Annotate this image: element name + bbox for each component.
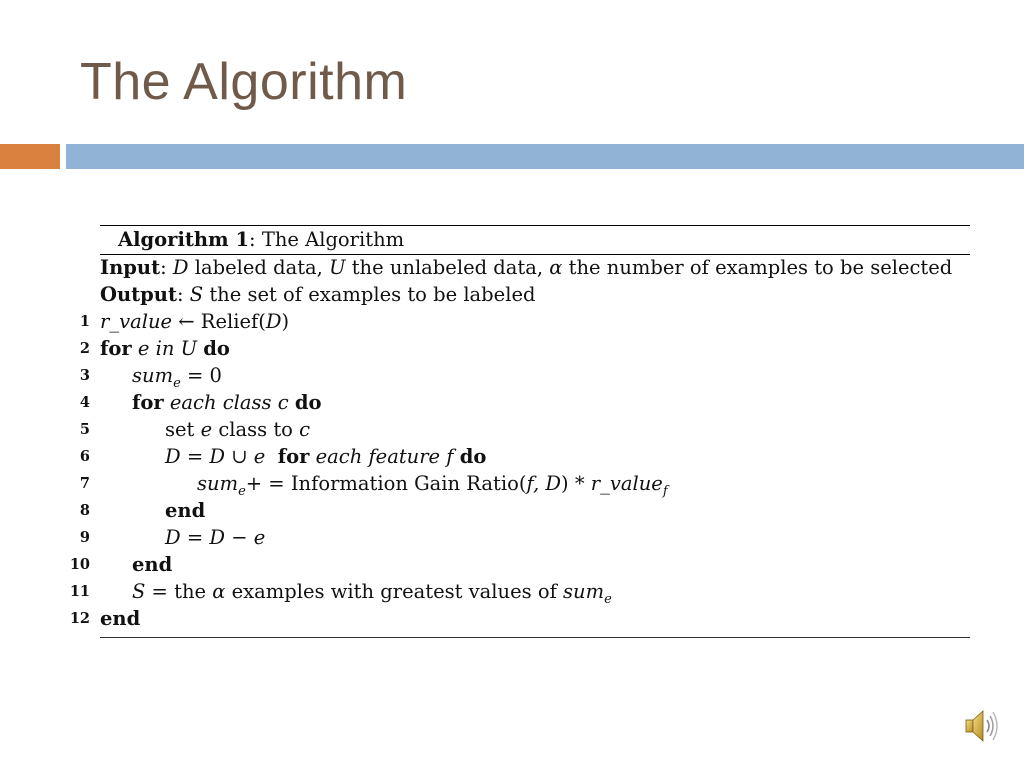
algorithm-bottom-rule — [100, 637, 970, 638]
keyword-do: do — [294, 391, 322, 414]
algorithm-header-rule — [100, 254, 970, 255]
statement-text: class to — [218, 418, 293, 441]
variable: e — [200, 418, 213, 441]
algorithm-label: Algorithm 1 — [118, 228, 250, 251]
assignment-text: = 0 — [186, 364, 222, 387]
loop-domain: each feature f — [315, 445, 454, 468]
keyword-do: do — [203, 337, 230, 360]
output-line: Output: S the set of examples to be labeled — [100, 283, 536, 306]
variable: c — [299, 418, 311, 441]
statement-text: the — [174, 580, 207, 603]
algorithm-top-rule — [100, 225, 970, 226]
keyword-end: end — [132, 553, 173, 576]
keyword-end: end — [165, 499, 206, 522]
loop-domain: each class c — [169, 391, 289, 414]
keyword-do: do — [459, 445, 487, 468]
line-number: 3 — [79, 367, 90, 384]
algorithm-name: The Algorithm — [261, 228, 405, 251]
line-number: 4 — [79, 394, 90, 411]
keyword-for: for — [132, 391, 164, 414]
function-name: Information Gain Ratio — [290, 472, 519, 495]
line-number: 9 — [79, 529, 90, 546]
output-label: Output — [100, 283, 177, 306]
speaker-icon[interactable] — [963, 706, 999, 746]
line-number: 12 — [69, 610, 90, 627]
input-label: Input — [100, 256, 161, 279]
keyword-for: for — [100, 337, 132, 360]
line-number: 11 — [69, 583, 90, 600]
algorithm-header: Algorithm 1: The Algorithm — [118, 228, 405, 251]
statement-text: set — [165, 418, 195, 441]
line-number: 2 — [79, 340, 90, 357]
line-number: 5 — [79, 421, 90, 438]
line-number: 6 — [79, 448, 90, 465]
slide-title: The Algorithm — [80, 53, 408, 111]
accent-bar-blue — [66, 144, 1024, 169]
sum-subscript: e — [173, 375, 181, 391]
loop-variable: e — [137, 337, 150, 360]
loop-domain: in U — [155, 337, 198, 360]
line-number: 8 — [79, 502, 90, 519]
line-number: 1 — [79, 313, 90, 330]
statement-text: examples with greatest values of — [231, 580, 557, 603]
sum-variable: sum — [132, 364, 174, 387]
line-number: 7 — [79, 475, 90, 492]
line-number: 10 — [69, 556, 90, 573]
input-line: Input: D labeled data, U the unlabeled data, α the number of examples to be selected — [100, 256, 953, 279]
accent-bar-orange — [0, 144, 60, 169]
keyword-end: end — [100, 607, 141, 630]
keyword-for: for — [277, 445, 310, 468]
